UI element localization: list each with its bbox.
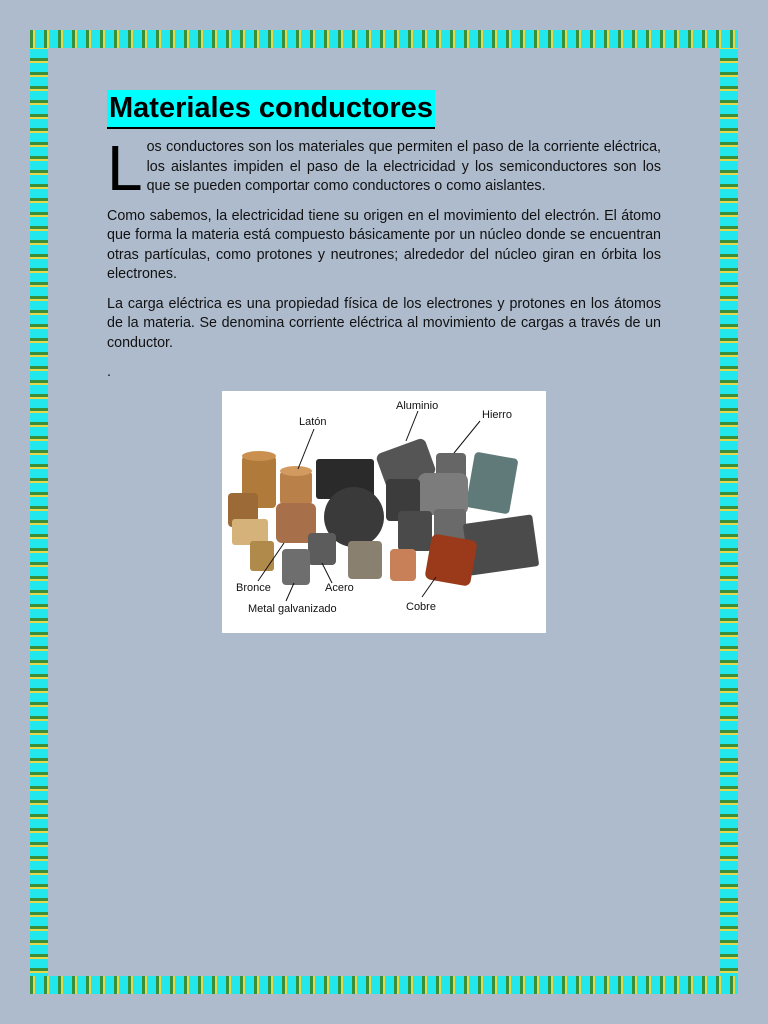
leader-laton	[298, 429, 314, 469]
bronze-small	[250, 541, 274, 571]
cobre-piece	[424, 533, 477, 586]
label-cobre: Cobre	[406, 601, 436, 613]
leader-aluminio	[406, 411, 418, 441]
alloy-cylinder	[348, 541, 382, 579]
conductors-image	[222, 391, 546, 633]
label-aluminio: Aluminio	[396, 400, 439, 412]
brass-cylinder-top	[242, 451, 276, 461]
paragraph-1	[107, 132, 661, 204]
label-bronce: Bronce	[236, 582, 271, 594]
galvanizado-cylinder	[282, 549, 310, 585]
paragraph-2: Como sabemos, la electricidad tiene su origen en el movimiento del electrón. El átomo que forma la materia está compuesto básicamente por un núcleo donde se encuentran otras partículas, como protones y neutrones; alrededor del núcleo giran en órbita los electrones.	[107, 207, 661, 282]
page-title: Materiales conductores	[107, 90, 435, 129]
steel-cylinder-2	[398, 511, 432, 551]
label-hierro: Hierro	[482, 409, 512, 421]
leader-galvanizado	[286, 583, 294, 601]
label-metal-galvanizado: Metal galvanizado	[248, 603, 337, 615]
conductors-illustration	[222, 391, 546, 633]
label-laton: Latón	[299, 416, 327, 428]
paragraph-3: La carga eléctrica es una propiedad física de los electrones y protones en los átomos de la materia. Se denomina corriente eléctrica al movimiento de cargas a través de un conductor.	[107, 295, 661, 351]
leader-cobre	[422, 577, 436, 597]
laton-top	[280, 466, 312, 476]
body-text	[107, 132, 661, 393]
leader-acero	[322, 563, 332, 583]
crystal-piece	[465, 452, 518, 515]
laton-piece	[280, 471, 312, 505]
paragraph-1-text: os conductores son los materiales que permiten el paso de la corriente eléctrica, los aislantes impiden el paso de la electricidad y los semiconductores son los que se pueden comportar como conductores o como aislantes.	[146, 139, 661, 194]
dot-text: .	[107, 364, 111, 380]
leader-hierro	[454, 421, 480, 453]
drop-cap: L	[107, 132, 143, 204]
grey-block	[418, 473, 468, 515]
label-acero: Acero	[325, 582, 354, 594]
copper-small	[390, 549, 416, 581]
acero-cylinder	[308, 533, 336, 565]
